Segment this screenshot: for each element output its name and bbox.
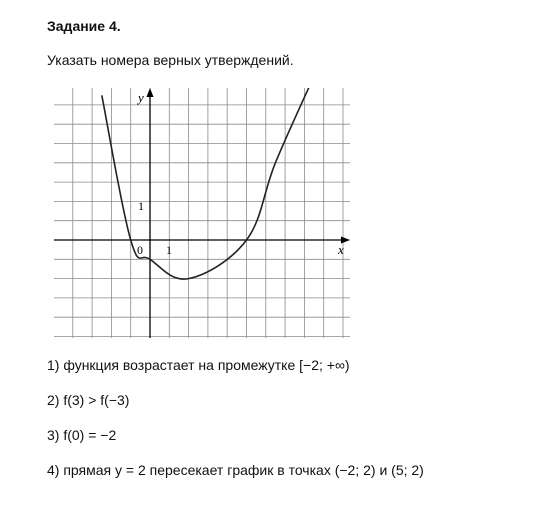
function-graph bbox=[54, 88, 350, 338]
origin-label: 0 bbox=[137, 243, 143, 257]
task-instruction: Указать номера верных утверждений. bbox=[47, 52, 294, 68]
y-axis-arrow bbox=[147, 88, 154, 97]
x-axis-label: x bbox=[338, 242, 344, 257]
statement-1: 1) функция возрастает на промежутке [−2; +∞) bbox=[47, 357, 350, 373]
y-unit-label: 1 bbox=[138, 199, 144, 213]
statement-3: 3) f(0) = −2 bbox=[47, 427, 117, 443]
x-unit-label: 1 bbox=[166, 243, 172, 257]
y-axis-label: y bbox=[138, 90, 144, 105]
grid bbox=[54, 88, 350, 338]
axes bbox=[54, 88, 350, 338]
statement-2: 2) f(3) > f(−3) bbox=[47, 392, 130, 408]
task-title: Задание 4. bbox=[47, 18, 121, 34]
statement-4: 4) прямая y = 2 пересекает график в точках (−2; 2) и (5; 2) bbox=[47, 462, 424, 478]
statements-list bbox=[47, 356, 424, 496]
